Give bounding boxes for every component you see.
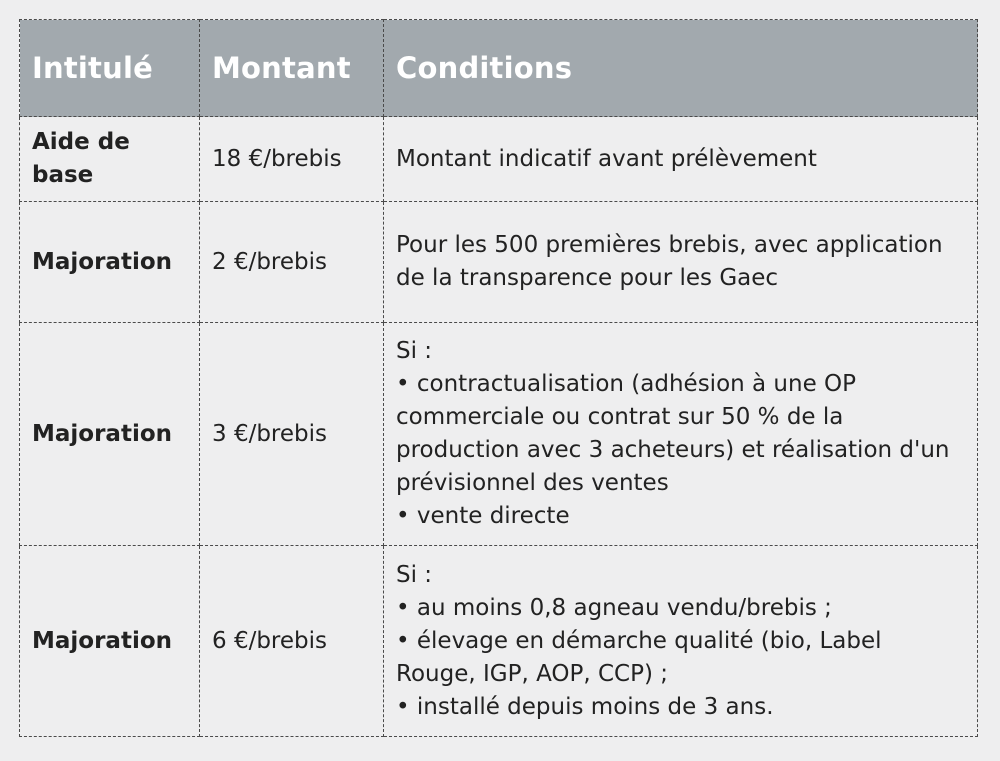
aid-table-container	[19, 19, 977, 737]
condition-line: Pour les 500 premières brebis, avec application de la transparence pour les Gaec	[396, 232, 943, 291]
condition-bullet: • installé depuis moins de 3 ans.	[396, 693, 774, 720]
row-amount: 2 €/brebis	[200, 202, 384, 323]
table-row	[20, 323, 978, 546]
row-conditions	[384, 546, 978, 737]
table-row	[20, 202, 978, 323]
header-intitule: Intitulé	[20, 20, 200, 117]
row-amount: 18 €/brebis	[200, 117, 384, 202]
table-header-row	[20, 20, 978, 117]
condition-bullet: • vente directe	[396, 503, 570, 529]
row-label: Aide de base	[20, 117, 200, 202]
table-row	[20, 117, 978, 202]
header-conditions: Conditions	[384, 20, 978, 117]
condition-bullet: • élevage en démarche qualité (bio, Label Rouge, IGP, AOP, CCP) ;	[396, 627, 882, 687]
condition-line: Si :	[396, 561, 433, 588]
row-label: Majoration	[20, 323, 200, 546]
condition-line: Si :	[396, 338, 433, 364]
condition-bullet: • au moins 0,8 agneau vendu/brebis ;	[396, 594, 832, 621]
row-label: Majoration	[20, 546, 200, 737]
row-conditions	[384, 117, 978, 202]
row-amount: 3 €/brebis	[200, 323, 384, 546]
row-amount: 6 €/brebis	[200, 546, 384, 737]
row-label: Majoration	[20, 202, 200, 323]
row-conditions	[384, 202, 978, 323]
table-row	[20, 546, 978, 737]
condition-bullet: • contractualisation (adhésion à une OP commerciale ou contrat sur 50 % de la production avec 3 acheteurs) et réalisation d'un prévisionnel des ventes	[396, 371, 950, 496]
row-conditions	[384, 323, 978, 546]
condition-line: Montant indicatif avant prélèvement	[396, 145, 817, 172]
header-montant: Montant	[200, 20, 384, 117]
aid-table	[19, 19, 978, 737]
